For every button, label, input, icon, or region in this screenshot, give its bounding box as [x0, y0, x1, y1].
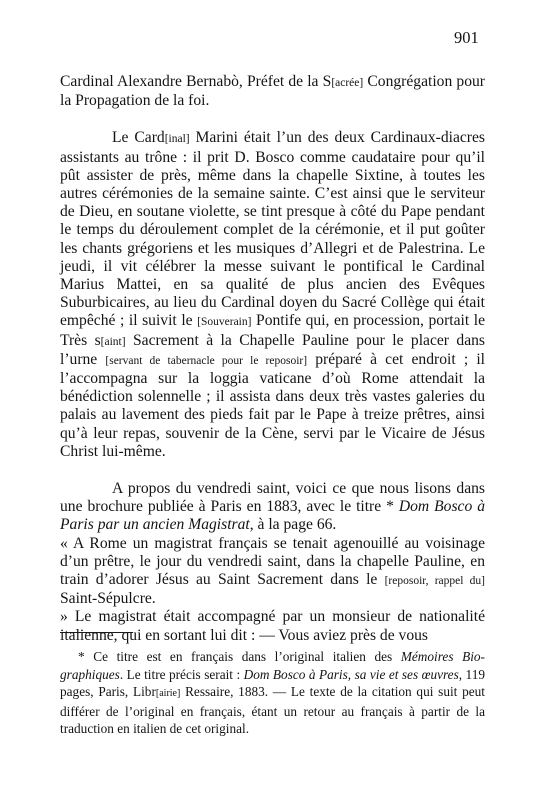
footnote-separator	[60, 632, 133, 633]
main-text	[60, 73, 485, 645]
paragraph-cardinal-bernabo: Cardinal Alexandre Bernabò, Préfet de la S[acrée] Congrégation pour la Propagation de la foi.	[60, 73, 485, 110]
paragraph-cardinal-marini: Le Card[inal] Marini était l’un des deux Cardinaux-diacres assistants au trône : il prit D. Bosco comme caudataire pour qu’il pût assister de près, même dans la chapelle Sixtine, à toutes les autres cérémonies de la semaine sainte. C’est ainsi que le serviteur de Dieu, en soutane violette, se tint presque à côté du Pape pendant le temps du déroulement complet de la cérémonie, et il put goûter les chants grégoriens et les musiques d’Allegri et de Palestrina. Le jeudi, il vit célébrer la messe suivant le pontifical le Cardinal Marius Mattei, en sa qualité de plus ancien des Evêques Suburbicaires, au lieu du Cardinal doyen du Sacré Collège qui était empêché ; il suivit le [Souverain] Pontife qui, en procession, portait le Très s[aint] Sacrement à la Chapelle Pauline pour le placer dans l’urne [servant de tabernacle pour le reposoir] préparé à cet endroit ; il l’accompagna sur la loggia vaticane d’où Rome attendait la bénédiction solennelle ; il assista dans deux très vastes galeries du palais au lavement des pieds fait par le Pape à treize prêtres, ainsi qu’à leur repas, souvenir de la Cène, servi par le Vicaire de Jésus Christ lui-même.	[60, 129, 485, 460]
quote-magistrat-rome: « A Rome un magistrat français se tenait agenouillé au voisinage d’un prêtre, le jour du vendredi saint, dans la chapelle Pauline, en train d’adorer Jésus au Saint Sacrement dans le [reposoir, rappel du] Saint-Sépulcre.	[60, 534, 486, 608]
quote-magistrat-accompagne: » Le magistrat était accompagné par un monsieur de nationalité italienne, qui en sortant lui dit : — Vous aviez près de vous	[60, 608, 485, 644]
page-number: 901	[454, 28, 479, 47]
footnote	[60, 648, 485, 738]
paragraph-vendredi-saint: A propos du vendredi saint, voici ce que nous lisons dans une brochure publiée à Paris en 1883, avec le titre * Dom Bosco à Paris par un ancien Magistrat, à la page 66.	[60, 480, 485, 534]
footnote-text: * Ce titre est en français dans l’original italien des Mémoires Biographiques. Le titre précis serait : Dom Bosco à Paris, sa vie et ses œuvres, 119 pages, Paris, Libr[airie] Ressaire, 1883. — Le texte de la citation qui suit peut différer de l’original en français, étant un retour au français à partir de la traduction en italien de cet original.	[60, 649, 486, 736]
